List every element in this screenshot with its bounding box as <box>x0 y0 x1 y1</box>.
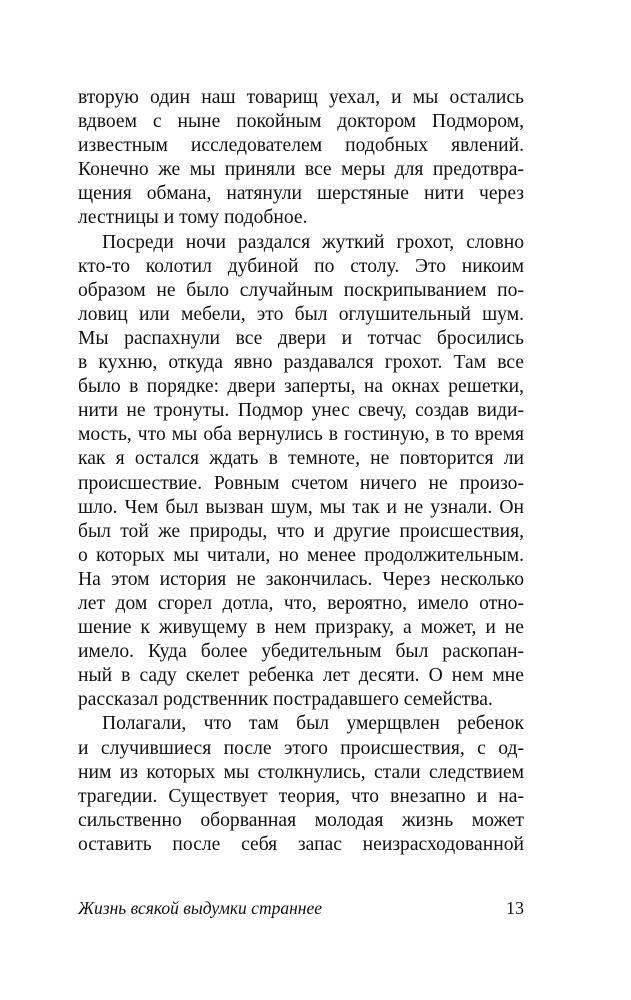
text-line: и случившиеся после этого происшествия, с од- <box>78 737 524 759</box>
paragraph-2 <box>78 231 524 713</box>
text-line: был той же природы, что и другие происшествия, <box>78 520 524 542</box>
text-line: сильственно оборванная молодая жизнь может <box>78 809 524 831</box>
text-line: происшествие. Ровным счетом ничего не произо- <box>78 472 524 494</box>
page-number: 13 <box>506 898 524 918</box>
text-line: Посреди ночи раздался жуткий грохот, словно <box>102 231 524 253</box>
text-line: образом не было случайным поскрипыванием по- <box>78 279 524 301</box>
text-line: Мы распахнули все двери и тотчас бросились <box>78 327 524 349</box>
text-line: как я остался ждать в темноте, не повторится ли <box>78 448 524 470</box>
text-line: лет дом сгорел дотла, что, вероятно, имело отно- <box>78 592 524 614</box>
text-line: вдвоем с ныне покойным доктором Подмором, <box>78 111 524 133</box>
text-line: Полагали, что там был умерщвлен ребенок <box>102 713 524 735</box>
text-line: кто-то колотил дубиной по столу. Это никоим <box>78 255 524 277</box>
page-footer <box>78 898 524 922</box>
running-title: Жизнь всякой выдумки страннее <box>78 898 322 918</box>
text-line: На этом история не закончилась. Через несколько <box>78 568 524 590</box>
text-line: вторую один наш товарищ уехал, и мы остались <box>78 87 524 108</box>
page-body <box>78 86 524 857</box>
text-line: оставить после себя запас неизрасходованной <box>78 833 524 855</box>
text-line: щения обмана, натянули шерстяные нити через <box>78 183 524 205</box>
text-line: нити не тронуты. Подмор унес свечу, создав види- <box>78 400 524 422</box>
text-line: рассказал родственник пострадавшего семейства. <box>78 689 493 711</box>
text-line: о которых мы читали, но менее продолжительным. <box>78 544 524 566</box>
text-line: Конечно же мы приняли все меры для предотвра- <box>78 159 524 181</box>
text-line: шло. Чем был вызван шум, мы так и не узнали. Он <box>78 496 524 518</box>
text-line: шение к живущему в нем призраку, а может, и не <box>78 617 524 639</box>
text-line: имело. Куда более убедительным был раскопан- <box>78 641 524 663</box>
text-line: трагедии. Существует теория, что внезапно и на- <box>78 785 524 807</box>
text-line: ним из которых мы столкнулись, стали следствием <box>78 761 524 783</box>
text-line: лестницы и тому подобное. <box>78 207 308 229</box>
text-line: было в порядке: двери заперты, на окнах решетки, <box>78 376 524 398</box>
text-line: ный в саду скелет ребенка лет десяти. О нем мне <box>78 665 524 687</box>
paragraph-3 <box>78 712 524 857</box>
text-line: в кухню, откуда явно раздавался грохот. Там все <box>78 352 524 374</box>
paragraph-1 <box>78 86 524 231</box>
text-line: мость, что мы оба вернулись в гостиную, в то время <box>78 424 524 446</box>
text-line: ловиц или мебели, это был оглушительный шум. <box>78 303 524 325</box>
text-line: известным исследователем подобных явлений. <box>78 135 524 157</box>
